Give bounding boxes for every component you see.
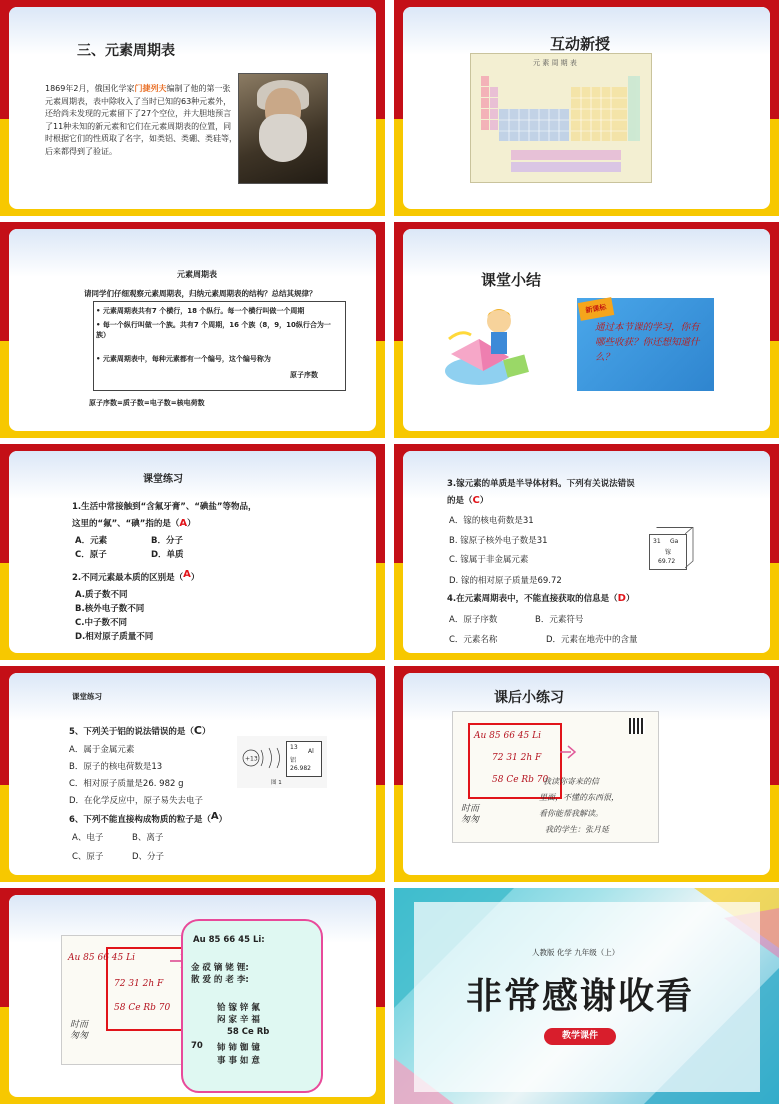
question-6: 6、下列不能直接构成物质的粒子是（A） — [69, 811, 228, 825]
gallium-element-card: 31 Ga 镓 69.72 — [649, 534, 687, 570]
slide-title: 课堂练习 — [143, 474, 183, 485]
q4-option-c[interactable]: C．元素名称 — [449, 635, 498, 645]
slide-card — [403, 673, 770, 875]
slide-practice-2[interactable] — [394, 444, 779, 660]
answer-2: A — [183, 569, 191, 580]
summary-blackboard — [577, 298, 714, 391]
periodic-table-image — [470, 53, 652, 183]
reply-line-1: 我读你寄来的信 — [543, 777, 599, 786]
q6-option-a[interactable]: A、电子 — [72, 833, 104, 843]
slide-practice-3[interactable] — [0, 666, 385, 882]
slide-title: 课后小练习 — [494, 690, 564, 706]
signature: 时而匆匆 — [461, 804, 480, 825]
q2-option-a[interactable]: A.质子数不同 — [75, 590, 128, 600]
bullet-atomic-number: • 元素周期表中，每种元素都有一个编号，这个编号称为 — [96, 355, 271, 363]
slide-title: 课堂小结 — [481, 271, 542, 289]
question-2: 2.不同元素最本质的区别是（A） — [72, 569, 200, 583]
question-1-line2: 这里的“氟”、“碘”指的是（A） — [72, 518, 196, 529]
q2-option-b[interactable]: B.核外电子数不同 — [75, 604, 145, 614]
question-text: 请同学们仔细观察元素周期表，归纳元素周期表的结构？总结其规律？ — [84, 289, 317, 298]
reply-line-2: 里面，不懂的东西很， — [539, 793, 619, 802]
card-depth — [685, 527, 695, 571]
q5-option-a[interactable]: A．属于金属元素 — [69, 745, 135, 755]
q5-option-d[interactable]: D．在化学反应中，原子易失去电子 — [69, 796, 204, 806]
q2-option-c[interactable]: C.中子数不同 — [75, 618, 127, 628]
question-1-line1: 1.生活中常接触到“含氟牙膏”、“碘盐”等物品， — [72, 502, 257, 512]
answer-4: D — [617, 593, 626, 604]
slide-card — [9, 7, 376, 209]
bullet-groups: • 每一个纵行叫做一个族。共有7 个周期，16 个族（8，9，10纵行合为一族） — [96, 321, 331, 339]
riddle-box: Au 85 66 45 Li 72 31 2h F 58 Ce Rb 70 — [468, 723, 562, 799]
nucleus-charge: +13 — [245, 755, 258, 763]
reply-line-4: 我的学生：张月延 — [545, 825, 609, 834]
bullet-periods: • 元素周期表共有7 个横行，18 个纵行。每一个横行叫做一个周期 — [96, 307, 305, 315]
board-text: 通过本节课的学习，你有哪些收获？你还想知道什么？ — [595, 322, 700, 363]
slide-card — [403, 451, 770, 653]
reply-line-3: 看你能帮我解读。 — [539, 809, 603, 818]
slide-practice-1[interactable] — [0, 444, 385, 660]
question-4: 4.在元素周期表中，不能直接获取的信息是（D） — [447, 593, 635, 604]
answer-1: A — [179, 518, 188, 529]
slide-interactive-lesson[interactable] — [394, 0, 779, 216]
slide-card — [9, 451, 376, 653]
q4-option-d[interactable]: D．元素在地壳中的含量 — [546, 635, 638, 645]
q3-option-c[interactable]: C. 镓属于非金属元素 — [449, 555, 529, 565]
slide-title: 三、元素周期表 — [77, 43, 175, 59]
postcard-qr — [629, 718, 645, 734]
question-5: 5、下列关于铝的说法错误的是（C） — [69, 724, 211, 737]
mendeleev-name: 门捷列夫 — [134, 84, 167, 93]
aluminium-element-card: 13 Al 铝 26.982 — [286, 741, 322, 777]
slide-heading: 元素周期表 — [177, 270, 217, 279]
atomic-number-answer: 原子序数 — [290, 371, 318, 379]
postcard-image — [452, 711, 659, 843]
q2-option-d[interactable]: D.相对原子质量不同 — [75, 632, 154, 642]
course-subtitle: 人教版 化学 九年级（上） — [532, 948, 620, 957]
q4-option-a[interactable]: A．原子序数 — [449, 615, 498, 625]
slide-title: 课堂练习 — [72, 692, 102, 701]
q1-option-c[interactable]: C．原子 — [75, 550, 107, 560]
slide-riddle-answer[interactable] — [0, 888, 385, 1104]
q1-option-d[interactable]: D．单质 — [151, 550, 184, 560]
arrow-icon — [559, 744, 579, 760]
slide-periodic-structure[interactable] — [0, 222, 385, 438]
q1-option-a[interactable]: A．元素 — [75, 536, 108, 546]
question-3-line1: 3.镓元素的单质是半导体材料。下列有关说法错误 — [447, 479, 635, 489]
periodic-table-grid — [471, 54, 651, 182]
answer-3: C — [472, 495, 480, 506]
signature: 时而匆匆 — [70, 1020, 89, 1041]
q1-option-b[interactable]: B．分子 — [151, 536, 183, 546]
slide-lesson-summary[interactable] — [394, 222, 779, 438]
teaching-courseware-badge: 教学课件 — [544, 1028, 616, 1045]
history-paragraph: 1869年2月，俄国化学家门捷列夫编制了他的第一张元素周期表，表中除收入了当时已知的63种元素外，还给尚未发现的元素留下了27个空位，并大胆地预言了11种未知的新元素和它们在元素周期表的位置，同时根据它们的性质取了名字，如类铝、类硼、类硅等，后来都得到了验证。 — [45, 84, 237, 156]
question-3-line2: 的是（C） — [447, 495, 489, 506]
atom-structure-diagram — [239, 746, 289, 776]
answer-bubble: Au 85 66 45 Li: 金 砹 镝 铑 锂: 散 爱 的 老 李: 铪 镓 锌 氟 闷 家 辛 福 58 Ce Rb 70 铈 铈 铷 镱 事 事 如 意 — [181, 919, 323, 1093]
q4-option-b[interactable]: B．元素符号 — [535, 615, 584, 625]
q5-option-b[interactable]: B．原子的核电荷数是13 — [69, 762, 163, 772]
q6-option-b[interactable]: B、离子 — [132, 833, 164, 843]
q3-option-a[interactable]: A．镓的核电荷数是31 — [449, 516, 534, 526]
slide-periodic-history[interactable] — [0, 0, 385, 216]
equation-text: 原子序数=质子数=电子数=核电荷数 — [89, 399, 205, 407]
summary-box — [93, 301, 346, 391]
slide-card — [9, 229, 376, 431]
answer-6: A — [210, 811, 219, 822]
slide-card — [403, 7, 770, 209]
slide-card — [9, 673, 376, 875]
riddle-box: Au 85 66 45 Li 72 31 2h F 58 Ce Rb 70 — [106, 947, 200, 1031]
q3-option-b[interactable]: B. 镓原子核外电子数是31 — [449, 536, 548, 546]
figure-caption: 图 1 — [271, 780, 282, 786]
q5-option-c[interactable]: C．相对原子质量是26. 982 g — [69, 779, 184, 789]
aluminium-figure — [237, 736, 327, 788]
answer-5: C — [193, 724, 202, 737]
new-curriculum-badge: 新课标 — [578, 297, 615, 321]
slide-thanks[interactable] — [394, 888, 779, 1104]
q6-option-c[interactable]: C、原子 — [72, 852, 104, 862]
slide-homework[interactable] — [394, 666, 779, 882]
slide-title: 互动新授 — [550, 35, 611, 53]
slide-card — [9, 895, 376, 1097]
mendeleev-portrait — [238, 73, 328, 184]
slide-card — [403, 229, 770, 431]
periodic-table-title: 元 素 周 期 表 — [533, 59, 577, 67]
reading-child-illustration — [439, 299, 539, 399]
thanks-title: 非常感谢收看 — [466, 976, 695, 1017]
q6-option-d[interactable]: D、分子 — [132, 852, 165, 862]
q3-option-d[interactable]: D. 镓的相对原子质量是69.72 — [449, 576, 562, 586]
